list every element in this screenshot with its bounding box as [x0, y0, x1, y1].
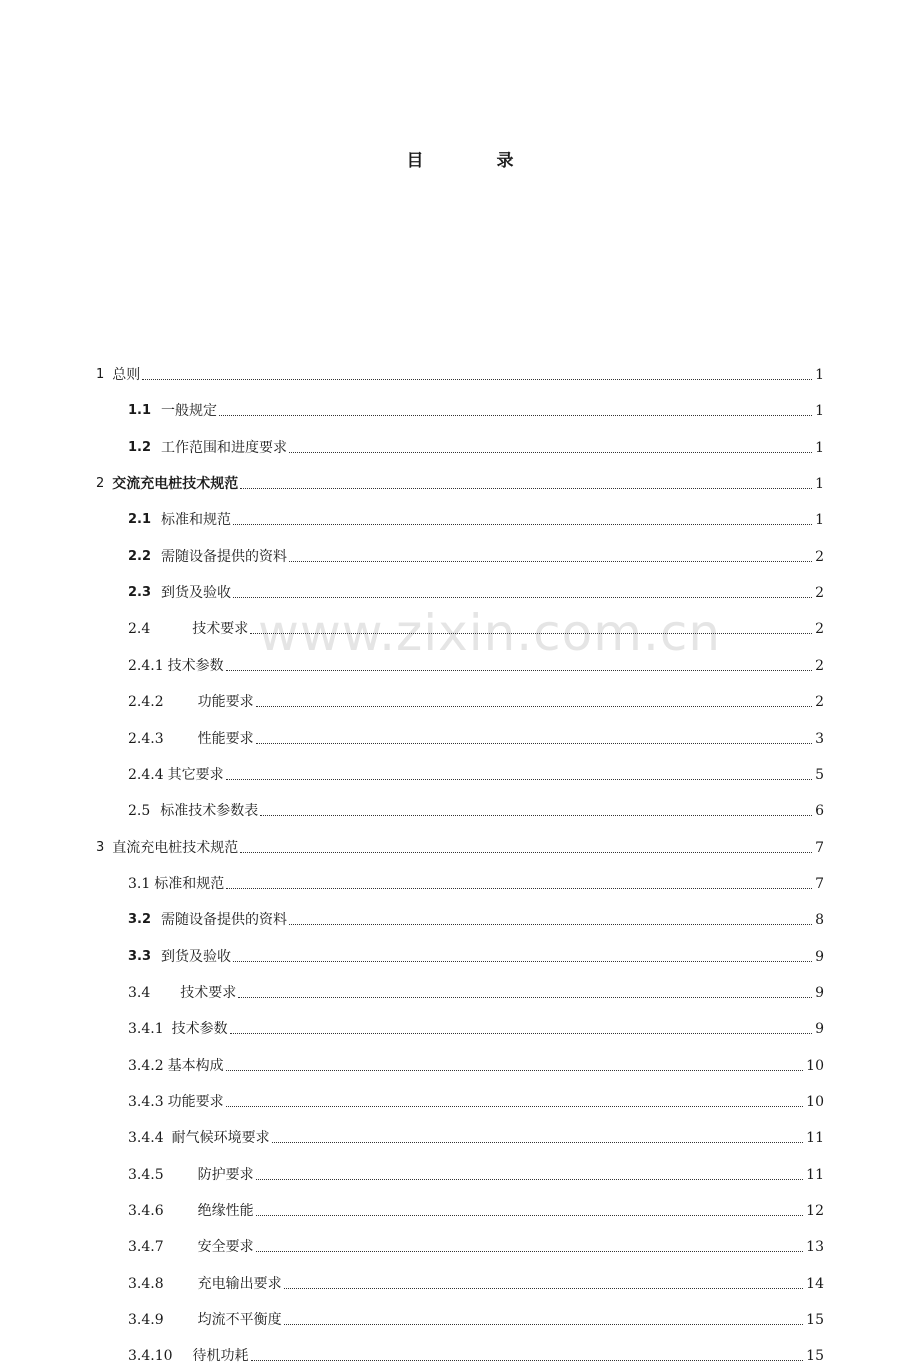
toc-entry[interactable] — [128, 869, 824, 893]
dot-leader — [240, 851, 812, 853]
entry-page-number: 8 — [815, 912, 824, 929]
entry-page-number: 2 — [815, 694, 824, 711]
entry-page-number: 5 — [815, 766, 824, 783]
toc-entry[interactable] — [128, 433, 824, 457]
entry-title: 功能要求 — [197, 694, 254, 711]
entry-title: 绝缘性能 — [197, 1203, 254, 1220]
toc-entry[interactable] — [128, 1269, 824, 1293]
dot-leader — [226, 778, 812, 780]
toc-title: 目 录 — [406, 151, 542, 171]
entry-title: 工作范围和进度要求 — [161, 439, 288, 456]
dot-leader — [226, 1105, 804, 1107]
dot-leader — [256, 1250, 804, 1252]
entry-title: 需随设备提供的资料 — [161, 548, 288, 565]
entry-number: 2.4.2 — [128, 694, 164, 711]
dot-leader — [233, 596, 812, 598]
entry-number: 2.3 — [128, 585, 152, 601]
entry-title: 技术要求 — [180, 984, 237, 1001]
entry-page-number: 7 — [815, 839, 824, 856]
toc-entry[interactable] — [128, 1196, 824, 1220]
entry-number: 2.4.1 — [128, 657, 164, 674]
toc-entry[interactable] — [128, 1087, 824, 1111]
entry-number: 3.4.7 — [128, 1239, 164, 1256]
entry-number: 2 — [96, 476, 105, 492]
dot-leader — [219, 414, 812, 416]
entry-page-number: 10 — [806, 1057, 824, 1074]
entry-page-number: 7 — [815, 875, 824, 892]
entry-title: 安全要求 — [197, 1239, 254, 1256]
dot-leader — [289, 451, 812, 453]
dot-leader — [230, 1032, 812, 1034]
entry-title: 基本构成 — [167, 1057, 224, 1074]
toc-entry[interactable] — [96, 469, 824, 493]
entry-number: 1.1 — [128, 403, 152, 419]
entry-number: 2.4.3 — [128, 730, 164, 747]
dot-leader — [284, 1323, 804, 1325]
entry-page-number: 13 — [806, 1239, 824, 1256]
dot-leader — [240, 487, 812, 489]
entry-page-number: 14 — [806, 1275, 824, 1292]
toc-entry[interactable] — [128, 1232, 824, 1256]
entry-page-number: 2 — [815, 657, 824, 674]
entry-number: 3.4.5 — [128, 1166, 164, 1183]
toc-entry[interactable] — [128, 1014, 824, 1038]
entry-number: 3.4.8 — [128, 1275, 164, 1292]
entry-number: 3.4.2 — [128, 1057, 164, 1074]
entry-number: 1.2 — [128, 439, 152, 455]
entry-number: 3.4.4 — [128, 1130, 164, 1147]
dot-leader — [251, 1359, 804, 1361]
toc-entry[interactable] — [96, 833, 824, 857]
entry-page-number: 11 — [806, 1166, 824, 1183]
entry-title: 均流不平衡度 — [197, 1312, 282, 1329]
dot-leader — [226, 669, 812, 671]
dot-leader — [233, 960, 812, 962]
toc-entry[interactable] — [128, 542, 824, 566]
toc-entry[interactable] — [96, 360, 824, 384]
entry-number: 3.4 — [128, 984, 151, 1001]
entry-number: 3.3 — [128, 948, 152, 964]
dot-leader — [250, 632, 812, 634]
entry-page-number: 15 — [806, 1312, 824, 1329]
toc-entry[interactable] — [128, 1160, 824, 1184]
toc-entry[interactable] — [128, 942, 824, 966]
entry-number: 1 — [96, 367, 105, 382]
toc-entry[interactable] — [128, 396, 824, 420]
toc-entry[interactable] — [128, 724, 824, 748]
entry-title: 技术参数 — [167, 657, 224, 674]
entry-page-number: 6 — [815, 803, 824, 820]
toc-entry[interactable] — [128, 578, 824, 602]
entry-page-number: 2 — [815, 621, 824, 638]
entry-title: 交流充电桩技术规范 — [112, 476, 239, 493]
entry-title: 其它要求 — [167, 766, 224, 783]
toc-entry[interactable] — [128, 614, 824, 638]
watermark: www.zixin.com.cn — [258, 604, 722, 662]
entry-page-number: 12 — [806, 1203, 824, 1220]
toc-entry[interactable] — [128, 1341, 824, 1365]
entry-page-number: 9 — [815, 1021, 824, 1038]
entry-title: 到货及验收 — [161, 948, 232, 965]
dot-leader — [256, 1178, 804, 1180]
entry-title: 标准和规范 — [161, 512, 232, 529]
entry-page-number: 1 — [815, 367, 824, 383]
entry-number: 2.4.4 — [128, 766, 164, 783]
entry-page-number: 1 — [815, 439, 824, 456]
entry-title: 待机功耗 — [192, 1348, 249, 1365]
entry-number: 2.1 — [128, 512, 152, 528]
toc-entry[interactable] — [128, 1305, 824, 1329]
dot-leader — [256, 742, 812, 744]
entry-page-number: 9 — [815, 948, 824, 965]
entry-title: 充电输出要求 — [197, 1275, 282, 1292]
entry-title: 功能要求 — [167, 1094, 224, 1110]
dot-leader — [256, 705, 812, 707]
entry-title: 标准和规范 — [154, 875, 225, 892]
entry-number: 3.4.6 — [128, 1203, 164, 1220]
entry-title: 耐气候环境要求 — [171, 1130, 270, 1147]
toc-entry[interactable] — [128, 505, 824, 529]
entry-page-number: 1 — [815, 512, 824, 529]
entry-number: 2.5 — [128, 803, 151, 820]
dot-leader — [238, 996, 812, 998]
toc-entry[interactable] — [128, 978, 824, 1002]
entry-title: 需随设备提供的资料 — [161, 912, 288, 929]
entry-page-number: 1 — [815, 476, 824, 493]
dot-leader — [289, 560, 812, 562]
entry-number: 3 — [96, 839, 105, 855]
toc-entry[interactable] — [128, 796, 824, 820]
dot-leader — [226, 1069, 804, 1071]
toc-entry[interactable] — [128, 905, 824, 929]
entry-number: 3.4.9 — [128, 1312, 164, 1329]
dot-leader — [260, 814, 812, 816]
dot-leader — [256, 1214, 804, 1216]
entry-title: 标准技术参数表 — [160, 803, 259, 820]
dot-leader — [289, 923, 812, 925]
entry-number: 2.2 — [128, 548, 152, 564]
entry-title: 技术要求 — [192, 621, 249, 638]
entry-page-number: 2 — [815, 585, 824, 602]
entry-title: 性能要求 — [197, 730, 254, 747]
entry-title: 技术参数 — [171, 1021, 228, 1038]
dot-leader — [233, 523, 812, 525]
entry-title: 防护要求 — [197, 1166, 254, 1183]
entry-title: 一般规定 — [161, 403, 218, 420]
entry-page-number: 11 — [806, 1130, 824, 1147]
toc-entry[interactable] — [128, 1051, 824, 1075]
entry-number: 3.2 — [128, 912, 152, 928]
entry-page-number: 9 — [815, 984, 824, 1001]
entry-number: 2.4 — [128, 621, 151, 638]
toc-entry[interactable] — [128, 651, 824, 675]
entry-page-number: 1 — [815, 403, 824, 420]
dot-leader — [272, 1141, 804, 1143]
entry-number: 3.4.10 — [128, 1348, 173, 1365]
entry-title: 直流充电桩技术规范 — [112, 839, 239, 856]
toc-entry[interactable] — [128, 760, 824, 784]
entry-page-number: 15 — [806, 1348, 824, 1365]
entry-number: 3.4.1 — [128, 1021, 164, 1038]
entry-page-number: 3 — [815, 730, 824, 747]
dot-leader — [284, 1287, 804, 1289]
dot-leader — [142, 378, 812, 380]
entry-page-number: 2 — [815, 548, 824, 565]
entry-number: 3.4.3 — [128, 1094, 164, 1110]
entry-title: 总则 — [112, 367, 141, 383]
entry-title: 到货及验收 — [161, 585, 232, 602]
toc-entry[interactable] — [128, 687, 824, 711]
entry-page-number: 10 — [806, 1094, 824, 1110]
entry-number: 3.1 — [128, 875, 151, 892]
toc-entry[interactable] — [128, 1123, 824, 1147]
dot-leader — [226, 887, 812, 889]
